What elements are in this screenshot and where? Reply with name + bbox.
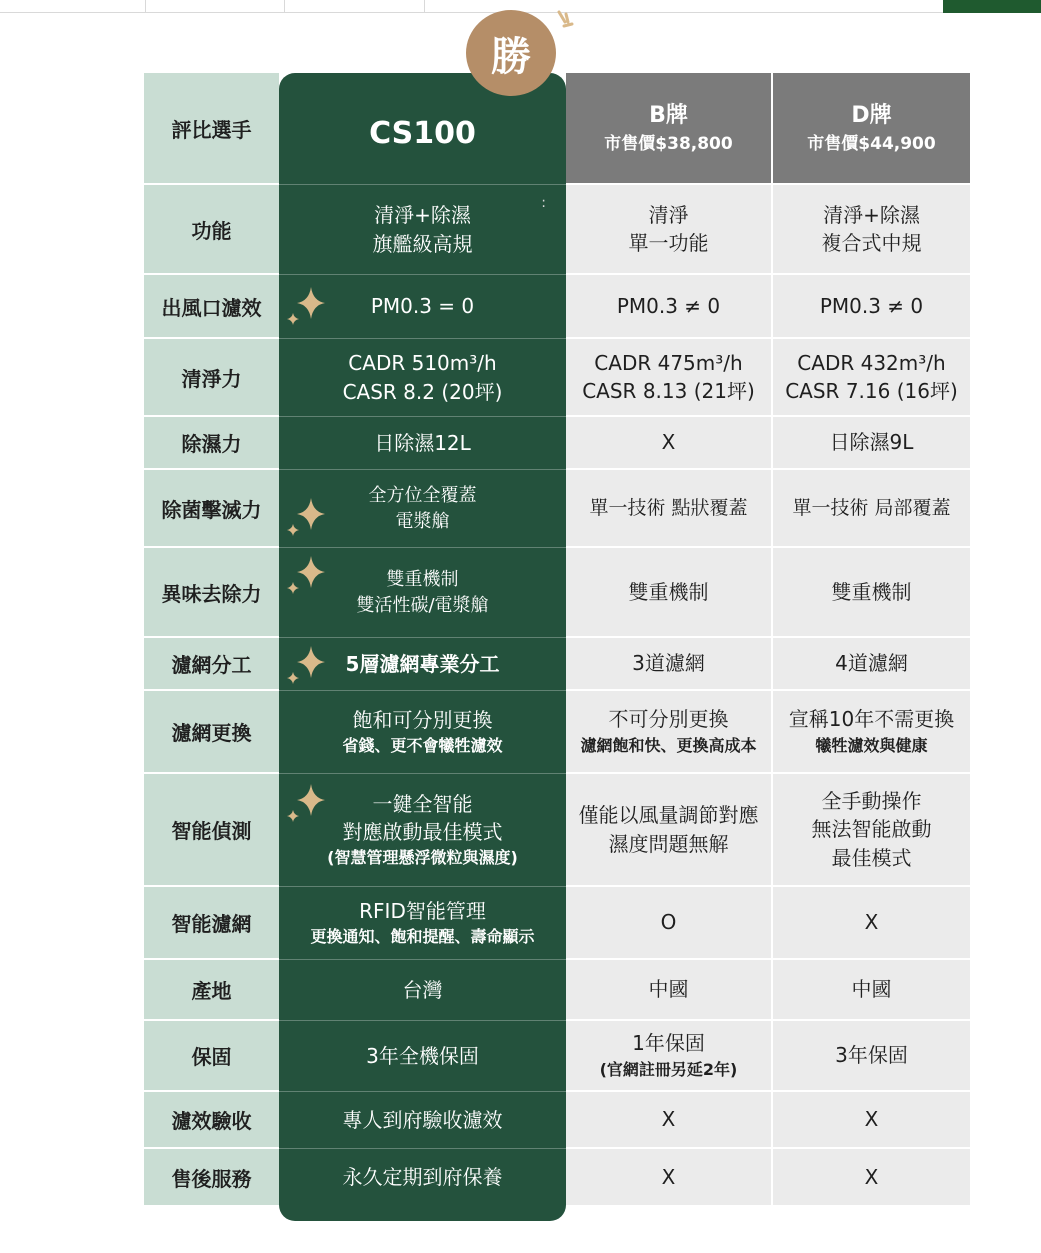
cs100-cell [279, 960, 566, 1021]
cell-subline: 濾網飽和快、更換高成本 [580, 735, 757, 755]
cs100-cell [279, 185, 566, 275]
comparison-table [144, 73, 970, 1221]
cell-line: 台灣 [402, 977, 443, 1002]
cs100-cell [279, 470, 566, 548]
cell-subline: 更換通知、飽和提醒、壽命顯示 [310, 927, 535, 947]
brand-b-name: B牌 [649, 103, 688, 129]
cell-line: 日除濕9L [829, 430, 914, 455]
table-row [144, 548, 970, 638]
brand-b-cell [566, 1149, 773, 1205]
row-label: 異味去除力 [144, 548, 279, 638]
cell-line: 4道濾網 [835, 651, 908, 676]
cs100-title: CS100 [369, 116, 476, 152]
cs100-cell [279, 339, 566, 417]
sparkle-icon [556, 10, 576, 36]
brand-d-cell [773, 691, 970, 774]
cs100-cell [279, 1021, 566, 1092]
row-label: 功能 [144, 185, 279, 275]
cell-line: RFID智能管理 [359, 898, 486, 923]
cell-line: 不可分別更換 [608, 707, 729, 732]
cell-line: 雙活性碳/電漿艙 [356, 594, 489, 616]
table-row [144, 887, 970, 960]
brand-d-cell [773, 960, 970, 1021]
row-label: 評比選手 [144, 73, 279, 185]
cell-line: 單一技術 點狀覆蓋 [589, 496, 748, 519]
cell-line: 僅能以風量調節對應 [578, 803, 759, 828]
brand-d-cell [773, 638, 970, 691]
brand-d-cell [773, 1092, 970, 1149]
cs100-cell [279, 887, 566, 960]
cell-line: 一鍵全智能 [372, 791, 473, 816]
row-label: 濾網更換 [144, 691, 279, 774]
cell-line: X [661, 1107, 676, 1132]
cell-line: 3年保固 [835, 1043, 908, 1068]
cell-line: CASR 8.13 (21坪) [582, 379, 755, 403]
sparkle-icon [285, 644, 325, 688]
brand-b-cell [566, 548, 773, 638]
cell-line: 旗艦級高規 [372, 231, 473, 256]
cell-line: X [864, 1164, 879, 1189]
row-label: 售後服務 [144, 1149, 279, 1205]
table-row [144, 470, 970, 548]
table-row [144, 339, 970, 417]
cell-line: 永久定期到府保養 [342, 1164, 503, 1189]
brand-b-header [566, 73, 773, 185]
row-label: 保固 [144, 1021, 279, 1092]
cell-line: 中國 [851, 977, 892, 1002]
brand-d-cell [773, 887, 970, 960]
cell-line: 3年全機保固 [366, 1043, 479, 1068]
brand-b-cell [566, 1092, 773, 1149]
cell-line: 單一功能 [628, 231, 709, 255]
cell-line: 對應啟動最佳模式 [342, 820, 503, 844]
brand-d-cell [773, 185, 970, 275]
cell-line: CADR 432m³/h [797, 350, 946, 375]
cell-subline: (智慧管理懸浮微粒與濕度) [327, 848, 518, 868]
cell-subline: (官網註冊另延2年) [599, 1059, 738, 1079]
table-row [144, 275, 970, 339]
header-row [144, 73, 970, 185]
cell-line: 飽和可分別更換 [352, 707, 493, 732]
top-tab[interactable] [146, 0, 285, 13]
cell-line: O [660, 910, 677, 935]
cell-line: 3道濾網 [632, 651, 705, 676]
brand-d-price: 市售價$44,900 [807, 133, 936, 154]
cell-line: 雙重機制 [831, 579, 912, 604]
table-row [144, 1149, 970, 1221]
brand-d-header [773, 73, 970, 185]
top-tab[interactable] [0, 0, 146, 13]
table-row [144, 1092, 970, 1149]
brand-d-cell [773, 470, 970, 548]
cell-line: 5層濾網專業分工 [345, 651, 500, 676]
brand-d-cell [773, 339, 970, 417]
brand-b-cell [566, 960, 773, 1021]
sparkle-icon [285, 285, 325, 329]
cell-line: X [864, 910, 879, 935]
row-label: 除菌擊滅力 [144, 470, 279, 548]
cell-line: X [661, 430, 676, 455]
dot-icon: : [541, 195, 546, 211]
table-row [144, 638, 970, 691]
cell-subline: 省錢、更不會犧牲濾效 [342, 736, 503, 756]
cell-line: 清淨+除濕 [823, 202, 920, 227]
winner-badge: 勝 [466, 10, 556, 96]
table-row [144, 960, 970, 1021]
table-row [144, 185, 970, 275]
brand-b-cell [566, 1021, 773, 1092]
table-row [144, 691, 970, 774]
brand-d-cell [773, 417, 970, 470]
cs100-cell [279, 691, 566, 774]
brand-b-cell [566, 339, 773, 417]
cell-line: 單一技術 局部覆蓋 [792, 496, 951, 519]
cell-line: 全方位全覆蓋 [368, 484, 477, 506]
brand-b-cell [566, 638, 773, 691]
brand-b-cell [566, 275, 773, 339]
cell-line: 專人到府驗收濾效 [342, 1107, 503, 1132]
brand-b-cell [566, 185, 773, 275]
cell-line: 電漿艙 [395, 510, 450, 532]
cell-line: PM0.3 ≠ 0 [819, 293, 924, 318]
cell-line: CADR 510m³/h [348, 351, 497, 376]
top-action-button[interactable] [943, 0, 1041, 13]
table-row [144, 417, 970, 470]
cs100-cell [279, 774, 566, 887]
cell-line: 無法智能啟動 [811, 817, 932, 842]
table-row [144, 1021, 970, 1092]
cell-line: 日除濕12L [374, 430, 471, 455]
brand-d-name: D牌 [851, 103, 892, 129]
cs100-cell [279, 1092, 566, 1149]
cell-line: 1年保固 [632, 1031, 705, 1056]
brand-d-cell [773, 548, 970, 638]
row-label: 智能濾網 [144, 887, 279, 960]
cell-line: CASR 8.2 (20坪) [342, 379, 503, 404]
row-label: 產地 [144, 960, 279, 1021]
cell-line: 清淨+除濕 [374, 203, 471, 228]
cell-line: 雙重機制 [386, 568, 459, 590]
row-label: 智能偵測 [144, 774, 279, 887]
cell-line: X [661, 1164, 676, 1189]
cs100-cell [279, 1149, 566, 1221]
cell-line: PM0.3 ≠ 0 [616, 293, 721, 318]
cell-line: CASR 7.16 (16坪) [785, 379, 958, 403]
cell-line: 全手動操作 [821, 788, 922, 813]
brand-b-cell [566, 417, 773, 470]
sparkle-icon [285, 782, 325, 826]
cell-line: 中國 [648, 977, 689, 1002]
cell-line: 清淨 [648, 202, 689, 227]
row-label: 出風口濾效 [144, 275, 279, 339]
cell-line: CADR 475m³/h [594, 350, 743, 375]
cell-line: 最佳模式 [831, 845, 912, 870]
brand-d-cell [773, 774, 970, 887]
row-label: 除濕力 [144, 417, 279, 470]
cell-subline: 犧牲濾效與健康 [815, 735, 928, 755]
cs100-cell [279, 417, 566, 470]
sparkle-icon [285, 496, 325, 540]
top-tab[interactable] [285, 0, 425, 13]
cell-line: 雙重機制 [628, 579, 709, 604]
brand-b-cell [566, 470, 773, 548]
cell-line: PM0.3 = 0 [370, 294, 475, 319]
row-label: 濾網分工 [144, 638, 279, 691]
brand-d-cell [773, 1149, 970, 1205]
cell-line: 濕度問題無解 [608, 831, 729, 856]
brand-b-price: 市售價$38,800 [604, 133, 733, 154]
cell-line: 宣稱10年不需更換 [788, 707, 955, 732]
row-label: 清淨力 [144, 339, 279, 417]
brand-b-cell [566, 774, 773, 887]
brand-d-cell [773, 275, 970, 339]
table-row [144, 774, 970, 887]
cs100-cell [279, 638, 566, 691]
sparkle-icon [285, 554, 325, 598]
cs100-cell [279, 275, 566, 339]
cell-line: X [864, 1107, 879, 1132]
brand-b-cell [566, 691, 773, 774]
brand-b-cell [566, 887, 773, 960]
cell-line: 複合式中規 [821, 231, 922, 255]
cs100-cell [279, 548, 566, 638]
brand-d-cell [773, 1021, 970, 1092]
row-label: 濾效驗收 [144, 1092, 279, 1149]
